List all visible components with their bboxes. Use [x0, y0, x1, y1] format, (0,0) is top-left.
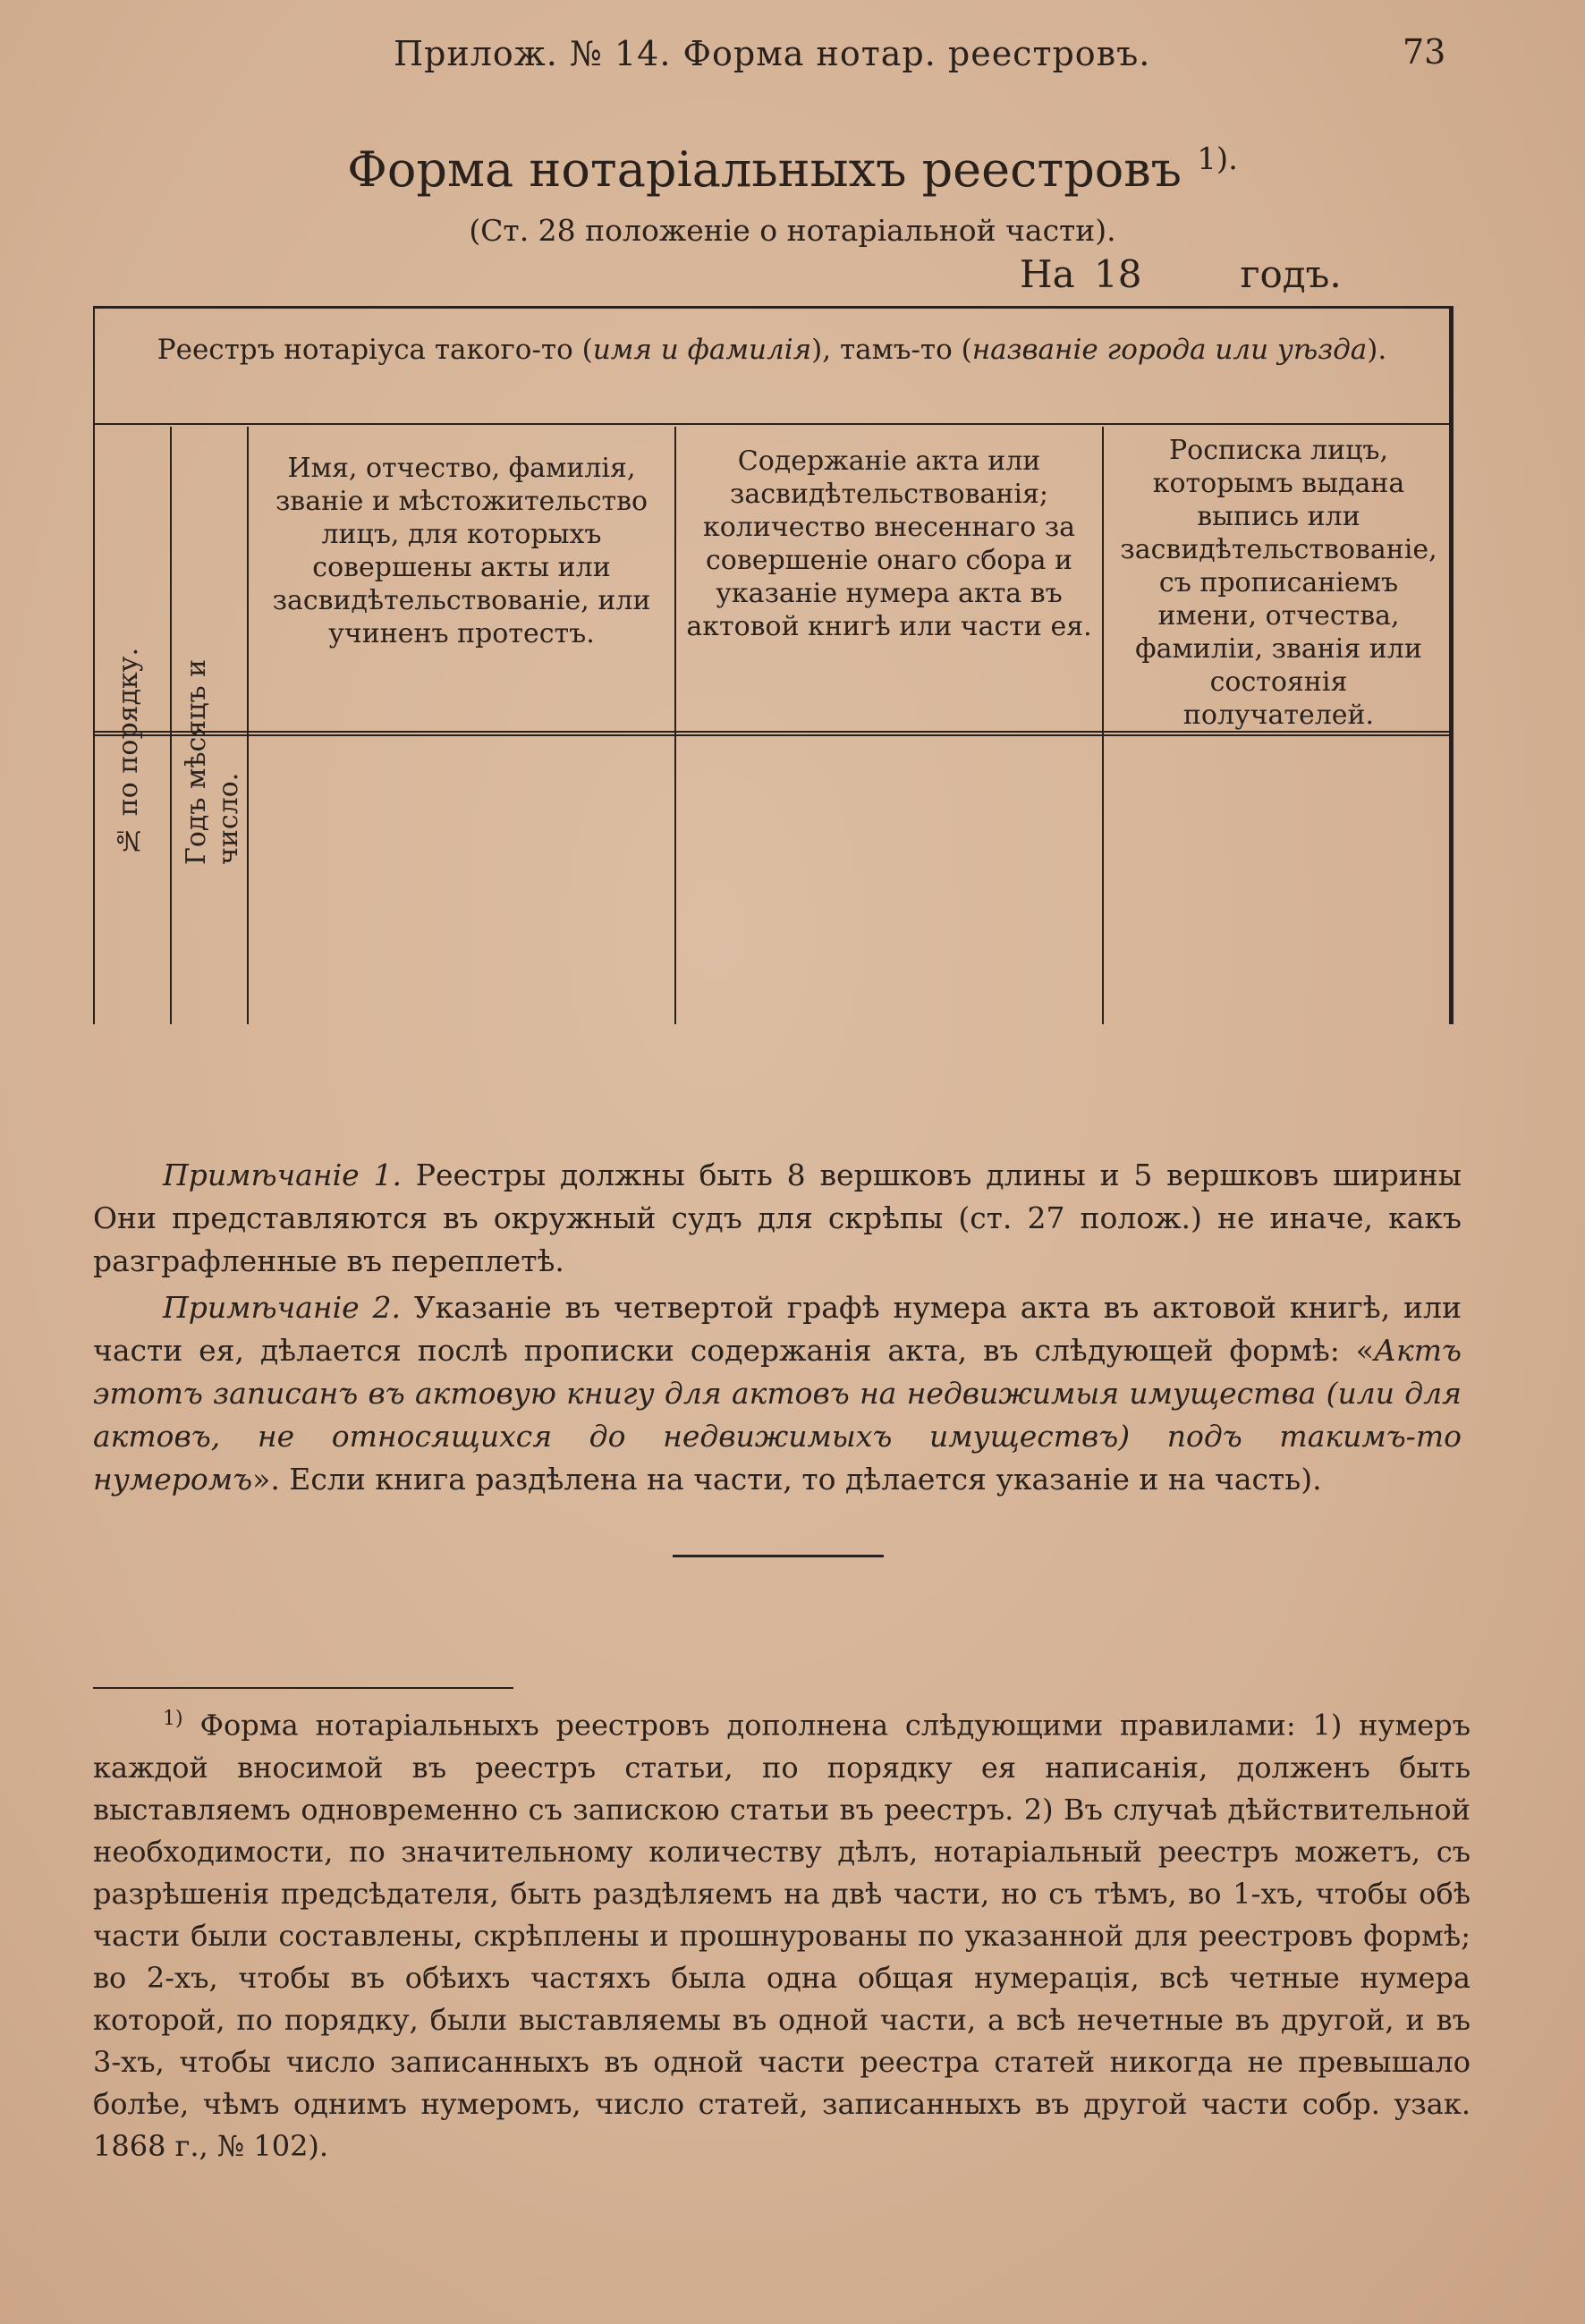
column-date	[170, 427, 247, 1024]
column-persons	[247, 427, 674, 1024]
section-divider	[673, 1555, 884, 1557]
footnote-text: Форма нотаріальныхъ реестровъ дополнена слѣдующими правилами: 1) нумеръ каждой вносимой въ реестръ статьи, по порядку ея написанія, долженъ быть выставляемъ одновременно съ запискою статьи въ реестръ. 2) Въ случаѣ дѣйствительной необходимости, по значительному количеству дѣлъ, нотаріальный реестръ можетъ, съ разрѣшенія предсѣдателя, быть раздѣляемъ на двѣ части, но съ тѣмъ, во 1-хъ, чтобы обѣ части были составлены, скрѣплены и прошнурованы по указанной для реестровъ формѣ; во 2-хъ, чтобы въ обѣихъ частяхъ была одна общая нумерація, всѣ четные нумера которой, по порядку, были выставляемы въ одной части, а всѣ нечетные въ другой, и въ 3-хъ, чтобы число записанныхъ въ одной части реестра статей никогда не превышало болѣе, чѣмъ однимъ нумеромъ, число статей, записанныхъ въ другой части собр. узак. 1868 г., № 102).	[93, 1708, 1471, 2163]
column-number	[95, 427, 170, 1024]
running-head: Прилож. № 14. Форма нотар. реестровъ.	[394, 34, 1151, 73]
page-title	[0, 141, 1585, 198]
title-footnote-ref: 1).	[1197, 141, 1238, 177]
year-line	[1020, 252, 1342, 296]
footnote-marker: 1)	[163, 1708, 183, 1730]
note-1-text: Реестры должны быть 8 вершковъ длины и 5 вершковъ ширины Они представляются въ окружный судъ для скрѣпы (ст. 27 полож.) не иначе, какъ разграфленные въ переплетѣ.	[93, 1158, 1462, 1278]
register-header-italic-place: названіе города или уѣзда	[971, 334, 1368, 366]
note-1-label: Примѣчаніе 1.	[163, 1158, 402, 1192]
footnote	[93, 1698, 1471, 2167]
page-number: 73	[1403, 32, 1446, 72]
register-header-text: ).	[1367, 334, 1387, 366]
note-2-italic-text: Актъ этотъ записанъ въ актовую книгу для актовъ на недвижимыя имущества (или для актовъ, не относящихся до недвижимыхъ имуществъ) подъ такимъ-то нумеромъ	[93, 1333, 1462, 1497]
column-receipt	[1102, 427, 1445, 1024]
header-double-rule	[95, 731, 1449, 736]
column-act-content	[674, 427, 1102, 1024]
footnote-paragraph	[93, 1698, 1471, 2167]
register-form-table	[93, 306, 1454, 1024]
register-header-italic-name: имя и фамилія	[592, 334, 812, 366]
column-date-label: Годъ мѣсяцъ и число.	[181, 658, 244, 865]
year-suffix: годъ.	[1240, 252, 1342, 296]
notes	[93, 1154, 1462, 1505]
register-header-text: ), тамъ-то (	[811, 334, 972, 366]
note-1	[93, 1154, 1462, 1283]
column-act-content-label: Содержаніе акта или засвидѣтельствованія; количество внесеннаго за совершеніе онаго сбора и указаніе нумера акта въ актовой книгѣ или части ея.	[686, 445, 1092, 642]
register-header	[95, 309, 1449, 425]
column-persons-label: Имя, отчество, фамилія, званіе и мѣстожительство лицъ, для которыхъ совершены акты или засвидѣтельствованіе, или учиненъ протестъ.	[272, 453, 651, 649]
footnote-rule	[93, 1687, 513, 1689]
note-2-text: Указаніе въ четвертой графѣ нумера акта въ актовой книгѣ, или части ея, дѣлается послѣ прописки содержанія акта, въ слѣдующей формѣ: «	[93, 1290, 1462, 1368]
note-2	[93, 1286, 1462, 1501]
title-text: Форма нотаріальныхъ реестровъ	[347, 141, 1182, 198]
note-2-text-end: ». Если книга раздѣлена на части, то дѣлается указаніе и на часть).	[252, 1462, 1322, 1497]
year-prefix: На 18	[1020, 252, 1142, 296]
note-2-label: Примѣчаніе 2.	[163, 1290, 401, 1325]
subtitle: (Ст. 28 положеніе о нотаріальной части).	[469, 213, 1116, 248]
column-receipt-label: Росписка лицъ, которымъ выдана выпись или засвидѣтельствованіе, съ прописаніемъ имени, отчества, фамиліи, званія или состоянія получателей.	[1120, 435, 1437, 731]
register-header-text: Реестръ нотаріуса такого-то (	[157, 334, 593, 366]
column-number-label: № по порядку.	[113, 648, 144, 856]
